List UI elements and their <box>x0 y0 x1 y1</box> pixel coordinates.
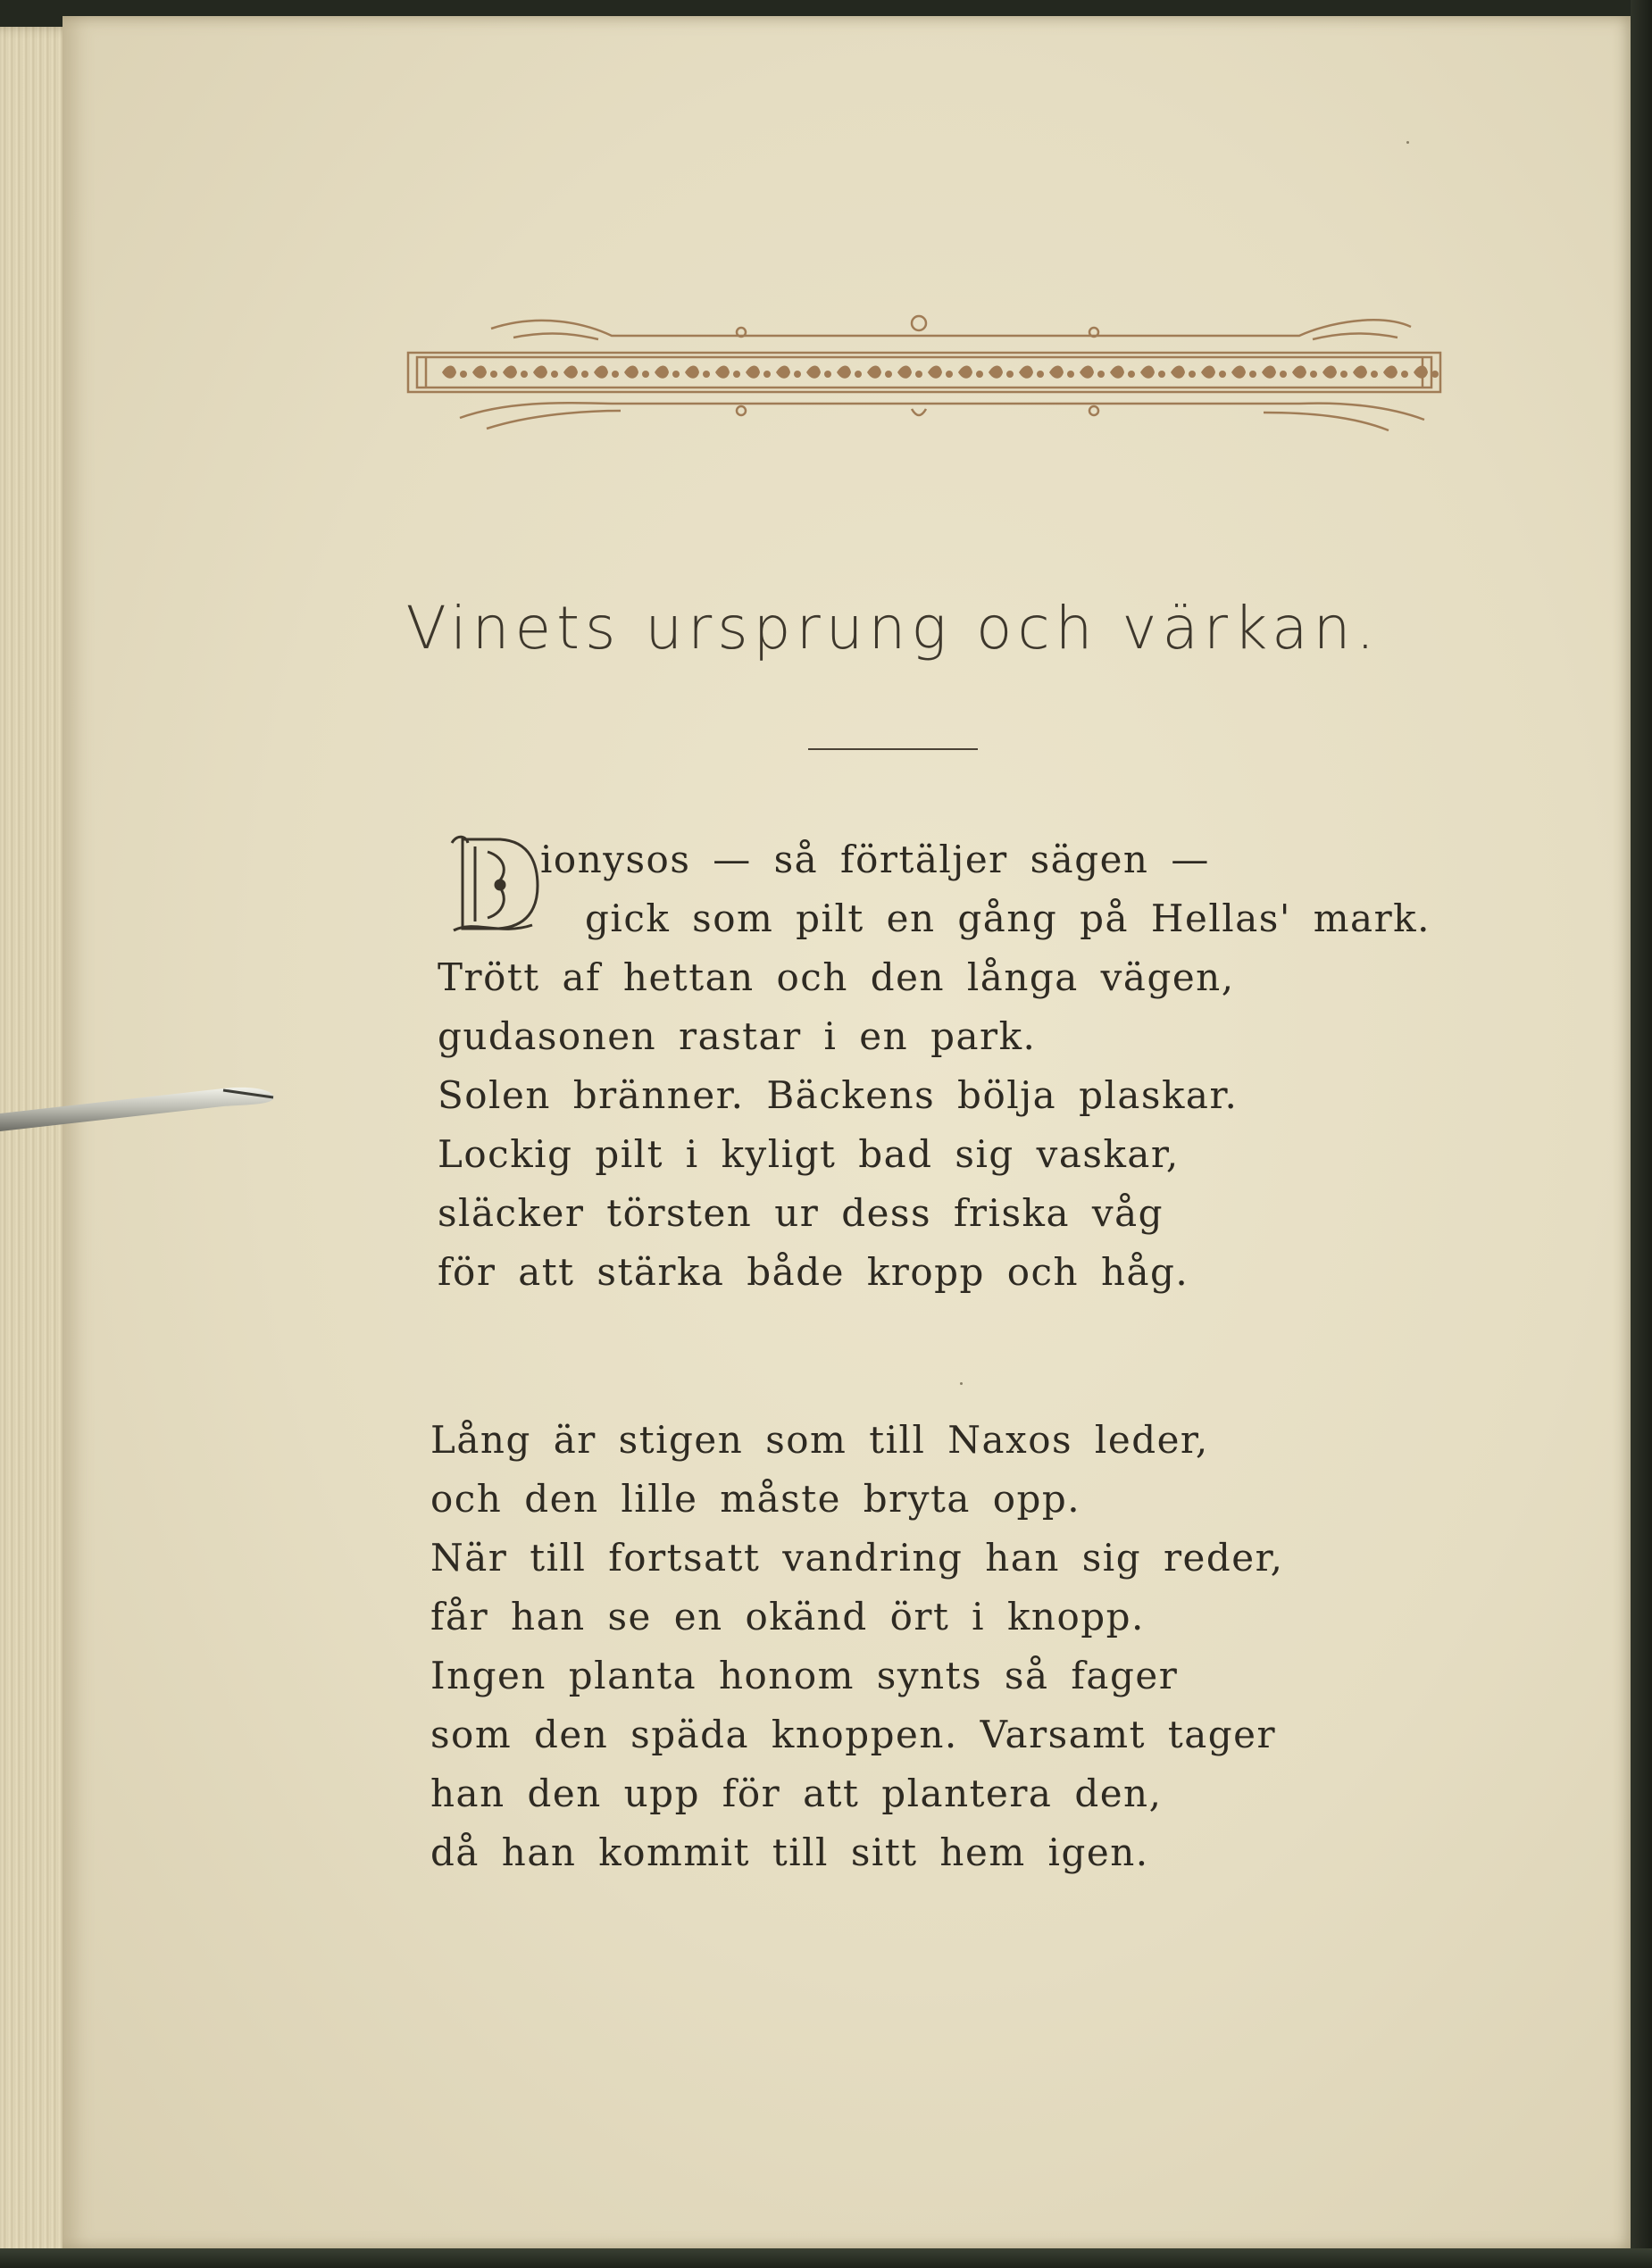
ornament-dot <box>1037 371 1044 378</box>
ornament-leaf <box>503 366 517 379</box>
ornament-leaf <box>867 366 881 379</box>
poem-line: och den lille måste bryta opp. <box>430 1477 1081 1521</box>
ornament-dot <box>763 371 771 378</box>
ornament-leaf <box>989 366 1003 379</box>
ornament-leaf <box>1049 366 1064 379</box>
ornament-leaf <box>472 366 487 379</box>
ornament-dot <box>1128 371 1135 378</box>
ornament-leaf <box>563 366 578 379</box>
ornament-dot <box>824 371 831 378</box>
ornament-dot <box>885 371 892 378</box>
ornament-dot <box>1401 371 1408 378</box>
ornament-dot <box>642 371 649 378</box>
poem-line: gick som pilt en gång på Hellas' mark. <box>585 896 1431 940</box>
poem-line: Solen bränner. Bäckens bölja plaskar. <box>438 1073 1239 1117</box>
ornament-dot <box>672 371 680 378</box>
title-divider <box>808 748 978 750</box>
ornament-dot <box>612 371 619 378</box>
page-holder-clip-icon <box>0 1067 286 1138</box>
ornament-leaf <box>533 366 547 379</box>
paper-speck <box>1406 141 1409 144</box>
poem-line: När till fortsatt vandring han sig reder, <box>430 1536 1284 1580</box>
ornament-leaf <box>776 366 790 379</box>
ornament-dot <box>551 371 558 378</box>
ornament-dot <box>946 371 953 378</box>
stanza <box>430 1411 1457 1882</box>
ornament-leaf <box>1383 366 1398 379</box>
book-cover-edge <box>0 2248 1652 2268</box>
ornament-leaf <box>442 366 456 379</box>
ornament-dot <box>460 371 467 378</box>
ornament-dot <box>521 371 528 378</box>
ornament-dot <box>1189 371 1196 378</box>
ornament-dot <box>733 371 740 378</box>
ornament-leaf <box>1110 366 1124 379</box>
ornament-dot <box>1097 371 1105 378</box>
ornament-dot <box>794 371 801 378</box>
ornament-leaf <box>1080 366 1094 379</box>
ornament-dot <box>1067 371 1074 378</box>
ornament-leaf <box>958 366 972 379</box>
ornament-leaf <box>1019 366 1033 379</box>
ornament-leaf <box>746 366 760 379</box>
ornament-leaf <box>685 366 699 379</box>
ornament-leaf <box>837 366 851 379</box>
poem-line: för att stärka både kropp och håg. <box>438 1250 1189 1294</box>
ornament-leaf <box>806 366 821 379</box>
poem-line: Lockig pilt i kyligt bad sig vaskar, <box>438 1132 1180 1176</box>
poem-line: ionysos — så förtäljer sägen — <box>540 838 1210 881</box>
stanza <box>438 830 1464 1302</box>
ornament-dot <box>915 371 922 378</box>
ornament-dot <box>976 371 983 378</box>
poem-line: Trött af hettan och den långa vägen, <box>438 955 1235 999</box>
ornament-leaf <box>655 366 669 379</box>
poem-line: Lång är stigen som till Naxos leder, <box>430 1418 1209 1462</box>
ornament-dot <box>1310 371 1317 378</box>
poem-line: han den upp för att plantera den, <box>430 1772 1163 1815</box>
ornament-leaf <box>1322 366 1337 379</box>
ornament-leaf <box>1171 366 1185 379</box>
poem-line: Ingen planta honom synts så fager <box>430 1654 1179 1697</box>
poem-line: då han kommit till sitt hem igen. <box>430 1830 1149 1874</box>
ornament-dot <box>1280 371 1287 378</box>
ornament-leaf <box>897 366 912 379</box>
floral-border-ornament-icon <box>406 304 1442 438</box>
ornament-leaf <box>1353 366 1367 379</box>
paper-speck <box>960 1382 963 1385</box>
ornament-leaf <box>1414 366 1428 379</box>
poem-line: släcker törsten ur dess friska våg <box>438 1191 1164 1235</box>
ornament-dot <box>1006 371 1014 378</box>
ornament-dot <box>1158 371 1165 378</box>
ornament-leaf <box>1231 366 1246 379</box>
ornament-leaf <box>928 366 942 379</box>
ornament-leaf <box>1140 366 1155 379</box>
ornament-dot <box>581 371 588 378</box>
poem-line: gudasonen rastar i en park. <box>438 1014 1037 1058</box>
ornament-leaf <box>594 366 608 379</box>
book-cover-edge <box>1631 0 1652 2268</box>
illuminated-initial-D-icon <box>446 830 543 938</box>
ornament-leaf <box>715 366 730 379</box>
poem-title: Vinets ursprung och värkan. <box>405 594 1381 663</box>
ornament-leaf <box>1262 366 1276 379</box>
ornament-dot <box>490 371 497 378</box>
ornament-leaf <box>624 366 638 379</box>
ornament-dot <box>1249 371 1256 378</box>
ornament-dot <box>1219 371 1226 378</box>
poem-line: får han se en okänd ört i knopp. <box>430 1595 1145 1638</box>
ornament-dot <box>703 371 710 378</box>
ornament-dot <box>1431 371 1439 378</box>
ornament-dot <box>855 371 862 378</box>
ornament-dot <box>1340 371 1347 378</box>
ornament-leaf <box>1292 366 1306 379</box>
poem-line: som den späda knoppen. Varsamt tager <box>430 1713 1277 1756</box>
ornament-dot <box>1371 371 1378 378</box>
ornament-leaf <box>1201 366 1215 379</box>
